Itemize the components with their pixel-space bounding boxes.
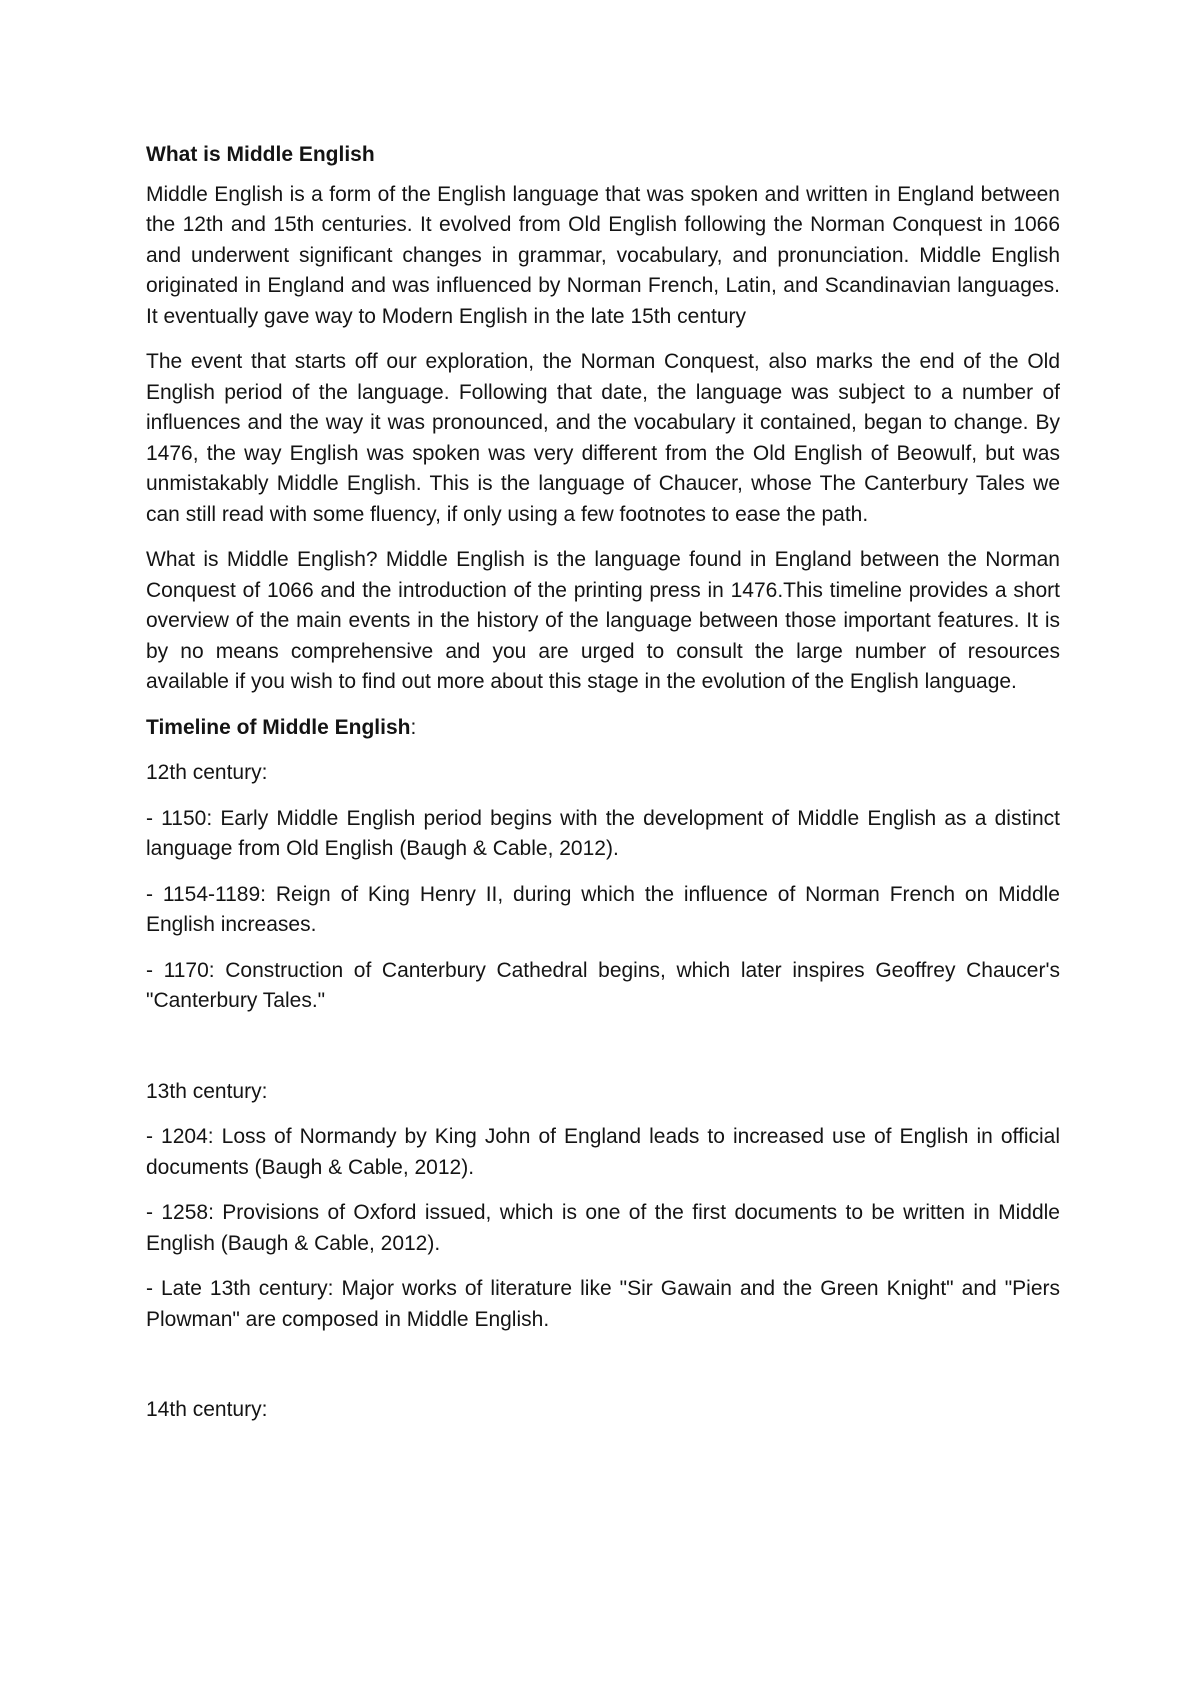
century-label: 12th century: [146, 761, 268, 784]
century-section-13th [146, 1077, 1060, 1336]
timeline-entry: - 1170: Construction of Canterbury Cathedral begins, which later inspires Geoffrey Chaucer's "Canterbury Tales." [146, 958, 1060, 1012]
norman-conquest-paragraph: The event that starts off our exploration, the Norman Conquest, also marks the end of the Old English period of the language. Following that date, the language was subject to a number of influences and the way it was pronounced, and the vocabulary it contained, began to change. By 1476, the way English was spoken was very different from the Old English of Beowulf, but was unmistakably Middle English. This is the language of Chaucer, whose The Canterbury Tales we can still read with some fluency, if only using a few footnotes to ease the path. [146, 350, 1060, 526]
century-label: 13th century: [146, 1079, 268, 1103]
timeline-entry: - 1154-1189: Reign of King Henry II, during which the influence of Norman French on Middle English increases. [146, 882, 1060, 936]
timeline-heading-colon: : [410, 715, 417, 739]
century-section-12th [146, 758, 1060, 1017]
timeline-heading [146, 713, 1060, 744]
timeline-entry: - 1204: Loss of Normandy by King John of England leads to increased use of English in official documents (Baugh & Cable, 2012). [146, 1125, 1060, 1179]
timeline-entry: - 1258: Provisions of Oxford issued, which is one of the first documents to be written in Middle English (Baugh & Cable, 2012). [146, 1201, 1060, 1255]
section-gap [146, 1032, 1060, 1077]
document-title: What is Middle English [146, 143, 375, 166]
document-page [146, 140, 1060, 1441]
intro-paragraph: Middle English is a form of the English language that was spoken and written in England between the 12th and 15th centuries. It evolved from Old English following the Norman Conquest in 1066 and underwent significant changes in grammar, vocabulary, and pronunciation. Middle English originated in England and was influenced by Norman French, Latin, and Scandinavian languages. It eventually gave way to Modern English in the late 15th century [146, 182, 1060, 328]
century-label: 14th century: [146, 1398, 268, 1421]
timeline-heading-text: Timeline of Middle English [146, 715, 411, 739]
section-gap [146, 1350, 1060, 1395]
timeline-entry: - Late 13th century: Major works of literature like "Sir Gawain and the Green Knight" and "Piers Plowman" are composed in Middle English. [146, 1277, 1060, 1331]
definition-paragraph: What is Middle English? Middle English is the language found in England between the Norman Conquest of 1066 and the introduction of the printing press in 1476.This timeline provides a short overview of the main events in the history of the language between those important features. It is by no means comprehensive and you are urged to consult the large number of resources available if you wish to find out more about this stage in the evolution of the English language. [146, 548, 1060, 693]
century-section-14th [146, 1395, 1060, 1426]
timeline-entry: - 1150: Early Middle English period begins with the development of Middle English as a distinct language from Old English (Baugh & Cable, 2012). [146, 806, 1060, 860]
